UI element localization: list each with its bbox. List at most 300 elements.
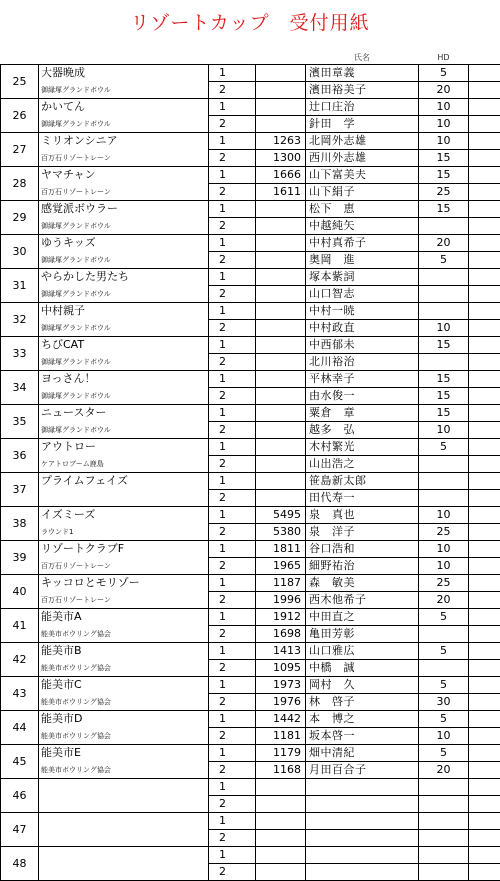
player-handicap: 5 <box>419 745 469 762</box>
player-handicap: 5 <box>419 677 469 694</box>
blank-cell <box>469 184 500 201</box>
player-order: 2 <box>209 762 256 779</box>
entry-row-first <box>1 643 500 660</box>
player-handicap: 20 <box>419 762 469 779</box>
entry-number: 36 <box>1 439 39 473</box>
player-score: 1996 <box>256 592 306 609</box>
player-order: 1 <box>209 65 256 82</box>
player-handicap: 10 <box>419 320 469 337</box>
player-handicap: 10 <box>419 728 469 745</box>
entry-row-first <box>1 133 500 150</box>
header-hd: HD <box>419 52 469 65</box>
player-score: 1611 <box>256 184 306 201</box>
player-order: 2 <box>209 728 256 745</box>
player-score: 1698 <box>256 626 306 643</box>
blank-cell <box>469 65 500 82</box>
entry-number: 39 <box>1 541 39 575</box>
player-order: 2 <box>209 184 256 201</box>
player-order: 1 <box>209 507 256 524</box>
team-name: ヨっさん！ <box>39 371 209 388</box>
entry-row-first <box>1 371 500 388</box>
player-order: 2 <box>209 796 256 813</box>
player-score <box>256 405 306 422</box>
team-name: リゾートクラブF <box>39 541 209 558</box>
entry-row-first <box>1 269 500 286</box>
entry-row-first <box>1 235 500 252</box>
player-handicap: 10 <box>419 133 469 150</box>
player-order: 2 <box>209 456 256 473</box>
blank-cell <box>469 388 500 405</box>
player-score: 1300 <box>256 150 306 167</box>
entry-row-first <box>1 167 500 184</box>
blank-cell <box>469 269 500 286</box>
player-handicap: 30 <box>419 694 469 711</box>
player-order: 1 <box>209 609 256 626</box>
entry-row-second <box>1 456 500 473</box>
blank-cell <box>469 711 500 728</box>
player-score: 1168 <box>256 762 306 779</box>
team-organization: 御縁塚グランドボウル <box>39 252 209 269</box>
entry-number: 25 <box>1 65 39 99</box>
player-name <box>306 796 419 813</box>
entry-row-first <box>1 405 500 422</box>
entry-number: 47 <box>1 813 39 847</box>
player-score <box>256 354 306 371</box>
entry-number: 38 <box>1 507 39 541</box>
entry-number: 34 <box>1 371 39 405</box>
blank-cell <box>469 677 500 694</box>
blank-cell <box>469 490 500 507</box>
player-handicap: 25 <box>419 524 469 541</box>
player-name: 山出浩之 <box>306 456 419 473</box>
player-handicap <box>419 813 469 830</box>
player-order: 1 <box>209 337 256 354</box>
player-score <box>256 813 306 830</box>
entry-row-first <box>1 65 500 82</box>
player-handicap <box>419 626 469 643</box>
entry-row-first <box>1 473 500 490</box>
player-handicap: 5 <box>419 711 469 728</box>
blank-cell <box>469 762 500 779</box>
player-order: 1 <box>209 133 256 150</box>
player-score <box>256 439 306 456</box>
player-handicap: 15 <box>419 150 469 167</box>
player-order: 1 <box>209 99 256 116</box>
player-score <box>256 116 306 133</box>
player-name: 谷口浩和 <box>306 541 419 558</box>
blank-cell <box>469 847 500 864</box>
player-name: 亀田芳彰 <box>306 626 419 643</box>
player-order: 1 <box>209 779 256 796</box>
player-name: 森 敏美 <box>306 575 419 592</box>
blank-cell <box>469 558 500 575</box>
entry-number: 40 <box>1 575 39 609</box>
player-name: 塚本紫詞 <box>306 269 419 286</box>
player-handicap <box>419 303 469 320</box>
player-score: 1811 <box>256 541 306 558</box>
entry-row-second <box>1 422 500 439</box>
entry-number: 45 <box>1 745 39 779</box>
player-handicap: 10 <box>419 116 469 133</box>
player-score <box>256 235 306 252</box>
player-handicap: 10 <box>419 507 469 524</box>
blank-cell <box>469 541 500 558</box>
player-handicap <box>419 354 469 371</box>
entry-row-first <box>1 99 500 116</box>
entry-number: 30 <box>1 235 39 269</box>
team-name: イズミーズ <box>39 507 209 524</box>
entry-row-second <box>1 694 500 711</box>
player-handicap <box>419 779 469 796</box>
player-order: 2 <box>209 252 256 269</box>
player-score <box>256 830 306 847</box>
player-name: 細野祐治 <box>306 558 419 575</box>
player-score <box>256 847 306 864</box>
player-name <box>306 864 419 881</box>
player-handicap: 15 <box>419 337 469 354</box>
team-organization: 御縁塚グランドボウル <box>39 286 209 303</box>
entry-number: 42 <box>1 643 39 677</box>
entry-row-second <box>1 762 500 779</box>
player-order: 2 <box>209 116 256 133</box>
entry-row-first <box>1 507 500 524</box>
entry-row-second <box>1 490 500 507</box>
player-name <box>306 779 419 796</box>
player-handicap: 5 <box>419 643 469 660</box>
entry-row-second <box>1 82 500 99</box>
player-order: 2 <box>209 558 256 575</box>
player-handicap: 15 <box>419 405 469 422</box>
team-organization <box>39 490 209 507</box>
player-order: 1 <box>209 405 256 422</box>
team-name: ちびCAT <box>39 337 209 354</box>
entry-number: 26 <box>1 99 39 133</box>
player-handicap <box>419 269 469 286</box>
entry-row-second <box>1 864 500 881</box>
player-order: 2 <box>209 864 256 881</box>
blank-cell <box>469 626 500 643</box>
player-name: 針田 学 <box>306 116 419 133</box>
player-handicap: 10 <box>419 558 469 575</box>
player-handicap <box>419 864 469 881</box>
team-organization: 能美市ボウリング協会 <box>39 626 209 643</box>
blank-cell <box>469 830 500 847</box>
sheet-title: リゾートカップ 受付用紙 <box>0 0 500 48</box>
player-score: 1912 <box>256 609 306 626</box>
team-name <box>39 847 209 864</box>
player-score <box>256 337 306 354</box>
blank-cell <box>469 524 500 541</box>
player-name <box>306 813 419 830</box>
player-name: 坂本啓一 <box>306 728 419 745</box>
team-organization: 百万石リゾートレーン <box>39 558 209 575</box>
player-score: 5495 <box>256 507 306 524</box>
blank-cell <box>469 150 500 167</box>
blank-cell <box>469 371 500 388</box>
entry-number: 32 <box>1 303 39 337</box>
player-score: 1187 <box>256 575 306 592</box>
entry-row-first <box>1 575 500 592</box>
player-handicap <box>419 490 469 507</box>
player-handicap <box>419 796 469 813</box>
player-order: 1 <box>209 813 256 830</box>
entry-number: 41 <box>1 609 39 643</box>
team-organization: 能美市ボウリング協会 <box>39 762 209 779</box>
player-order: 1 <box>209 711 256 728</box>
entry-row-second <box>1 286 500 303</box>
player-name: 山下絹子 <box>306 184 419 201</box>
player-name: 木村繁光 <box>306 439 419 456</box>
player-handicap <box>419 218 469 235</box>
player-handicap: 25 <box>419 184 469 201</box>
blank-cell <box>469 133 500 150</box>
player-handicap <box>419 456 469 473</box>
entry-row-second <box>1 558 500 575</box>
player-handicap: 15 <box>419 167 469 184</box>
blank-cell <box>469 660 500 677</box>
player-order: 1 <box>209 847 256 864</box>
player-score <box>256 65 306 82</box>
player-score <box>256 490 306 507</box>
blank-cell <box>469 439 500 456</box>
player-order: 1 <box>209 745 256 762</box>
entry-row-second <box>1 218 500 235</box>
entry-row-second <box>1 796 500 813</box>
player-handicap <box>419 847 469 864</box>
blank-cell <box>469 456 500 473</box>
player-name: 田代寿一 <box>306 490 419 507</box>
player-score: 1965 <box>256 558 306 575</box>
player-score <box>256 99 306 116</box>
team-organization: 御縁塚グランドボウル <box>39 320 209 337</box>
entry-table <box>0 52 500 881</box>
entry-number: 48 <box>1 847 39 881</box>
blank-cell <box>469 82 500 99</box>
blank-cell <box>469 405 500 422</box>
team-name <box>39 779 209 796</box>
player-handicap: 15 <box>419 371 469 388</box>
team-name: 大器晩成 <box>39 65 209 82</box>
player-score: 1976 <box>256 694 306 711</box>
player-handicap: 10 <box>419 541 469 558</box>
player-order: 1 <box>209 541 256 558</box>
player-handicap: 10 <box>419 422 469 439</box>
entry-number: 44 <box>1 711 39 745</box>
player-score: 1263 <box>256 133 306 150</box>
entry-row-second <box>1 320 500 337</box>
player-score <box>256 286 306 303</box>
entry-row-first <box>1 677 500 694</box>
team-name: かいてん <box>39 99 209 116</box>
player-order: 2 <box>209 218 256 235</box>
team-organization <box>39 830 209 847</box>
entry-number: 28 <box>1 167 39 201</box>
entry-number: 29 <box>1 201 39 235</box>
blank-cell <box>469 643 500 660</box>
player-order: 1 <box>209 575 256 592</box>
player-order: 2 <box>209 660 256 677</box>
team-name: 能美市C <box>39 677 209 694</box>
entry-row-first <box>1 813 500 830</box>
player-order: 1 <box>209 473 256 490</box>
player-name: 山口智志 <box>306 286 419 303</box>
team-name: ニュースター <box>39 405 209 422</box>
player-score <box>256 796 306 813</box>
player-handicap: 15 <box>419 388 469 405</box>
team-name: プライムフェイズ <box>39 473 209 490</box>
entry-row-second <box>1 354 500 371</box>
blank-cell <box>469 864 500 881</box>
blank-cell <box>469 694 500 711</box>
entry-row-second <box>1 524 500 541</box>
player-score: 5380 <box>256 524 306 541</box>
blank-cell <box>469 320 500 337</box>
player-score <box>256 303 306 320</box>
team-name: 中村親子 <box>39 303 209 320</box>
player-name: 中村政直 <box>306 320 419 337</box>
player-order: 1 <box>209 303 256 320</box>
team-name: 能美市A <box>39 609 209 626</box>
player-handicap: 20 <box>419 592 469 609</box>
player-score: 1666 <box>256 167 306 184</box>
team-organization: ラウンド1 <box>39 524 209 541</box>
player-name: 中村真希子 <box>306 235 419 252</box>
team-organization <box>39 796 209 813</box>
blank-cell <box>469 609 500 626</box>
player-handicap <box>419 286 469 303</box>
team-organization: 御縁塚グランドボウル <box>39 82 209 99</box>
player-order: 1 <box>209 201 256 218</box>
player-score: 1973 <box>256 677 306 694</box>
player-order: 1 <box>209 643 256 660</box>
entry-row-second <box>1 660 500 677</box>
player-order: 1 <box>209 167 256 184</box>
entry-row-second <box>1 626 500 643</box>
team-organization <box>39 864 209 881</box>
team-name: 能美市D <box>39 711 209 728</box>
team-name: アウトロー <box>39 439 209 456</box>
team-name: キッコロとモリゾー <box>39 575 209 592</box>
player-score <box>256 218 306 235</box>
team-name: ゆうキッズ <box>39 235 209 252</box>
player-name: 月田百合子 <box>306 762 419 779</box>
player-order: 2 <box>209 388 256 405</box>
player-score <box>256 864 306 881</box>
blank-cell <box>469 218 500 235</box>
entry-row-second <box>1 116 500 133</box>
player-order: 2 <box>209 626 256 643</box>
player-score <box>256 422 306 439</box>
team-organization: 百万石リゾートレーン <box>39 150 209 167</box>
blank-cell <box>469 354 500 371</box>
player-name: 本 博之 <box>306 711 419 728</box>
player-name: 泉 真也 <box>306 507 419 524</box>
player-name: 越多 弘 <box>306 422 419 439</box>
player-order: 1 <box>209 677 256 694</box>
blank-cell <box>469 473 500 490</box>
player-score: 1442 <box>256 711 306 728</box>
player-name: 西川外志雄 <box>306 150 419 167</box>
blank-cell <box>469 779 500 796</box>
player-handicap: 5 <box>419 439 469 456</box>
player-handicap: 20 <box>419 82 469 99</box>
entry-number: 35 <box>1 405 39 439</box>
player-order: 2 <box>209 354 256 371</box>
player-score: 1413 <box>256 643 306 660</box>
player-handicap: 5 <box>419 252 469 269</box>
entry-number: 33 <box>1 337 39 371</box>
player-order: 2 <box>209 320 256 337</box>
team-name: やらかした男たち <box>39 269 209 286</box>
blank-cell <box>469 252 500 269</box>
blank-cell <box>469 422 500 439</box>
player-name: 中橋 誠 <box>306 660 419 677</box>
player-handicap: 5 <box>419 65 469 82</box>
entry-row-second <box>1 830 500 847</box>
team-organization: 百万石リゾートレーン <box>39 184 209 201</box>
player-order: 1 <box>209 235 256 252</box>
team-organization: 御縁塚グランドボウル <box>39 218 209 235</box>
player-handicap: 5 <box>419 609 469 626</box>
player-name: 辻口庄治 <box>306 99 419 116</box>
blank-cell <box>469 235 500 252</box>
entry-number: 46 <box>1 779 39 813</box>
entry-row-second <box>1 728 500 745</box>
player-name: 平林幸子 <box>306 371 419 388</box>
player-order: 2 <box>209 82 256 99</box>
team-organization: 能美市ボウリング協会 <box>39 728 209 745</box>
blank-cell <box>469 201 500 218</box>
player-order: 2 <box>209 286 256 303</box>
team-organization: 百万石リゾートレーン <box>39 592 209 609</box>
player-score <box>256 82 306 99</box>
player-name: 林 啓子 <box>306 694 419 711</box>
player-order: 2 <box>209 422 256 439</box>
player-name: 山下富美夫 <box>306 167 419 184</box>
player-handicap: 10 <box>419 99 469 116</box>
header-row <box>1 52 500 65</box>
entry-row-first <box>1 847 500 864</box>
player-handicap <box>419 830 469 847</box>
blank-cell <box>469 286 500 303</box>
player-name: 奥岡 進 <box>306 252 419 269</box>
player-name: 西木他希子 <box>306 592 419 609</box>
entry-row-first <box>1 541 500 558</box>
blank-cell <box>469 99 500 116</box>
player-score <box>256 320 306 337</box>
team-organization: 能美市ボウリング協会 <box>39 660 209 677</box>
player-handicap <box>419 473 469 490</box>
blank-cell <box>469 813 500 830</box>
team-organization: 御縁塚グランドボウル <box>39 422 209 439</box>
player-name <box>306 830 419 847</box>
team-organization: 御縁塚グランドボウル <box>39 354 209 371</box>
entry-row-second <box>1 150 500 167</box>
entry-number: 43 <box>1 677 39 711</box>
team-organization: 御縁塚グランドボウル <box>39 388 209 405</box>
player-order: 2 <box>209 830 256 847</box>
player-handicap <box>419 660 469 677</box>
blank-cell <box>469 745 500 762</box>
entry-row-second <box>1 388 500 405</box>
player-score <box>256 456 306 473</box>
player-score <box>256 201 306 218</box>
blank-cell <box>469 303 500 320</box>
team-organization: 能美市ボウリング協会 <box>39 694 209 711</box>
entry-row-first <box>1 745 500 762</box>
team-name <box>39 813 209 830</box>
entry-row-first <box>1 609 500 626</box>
